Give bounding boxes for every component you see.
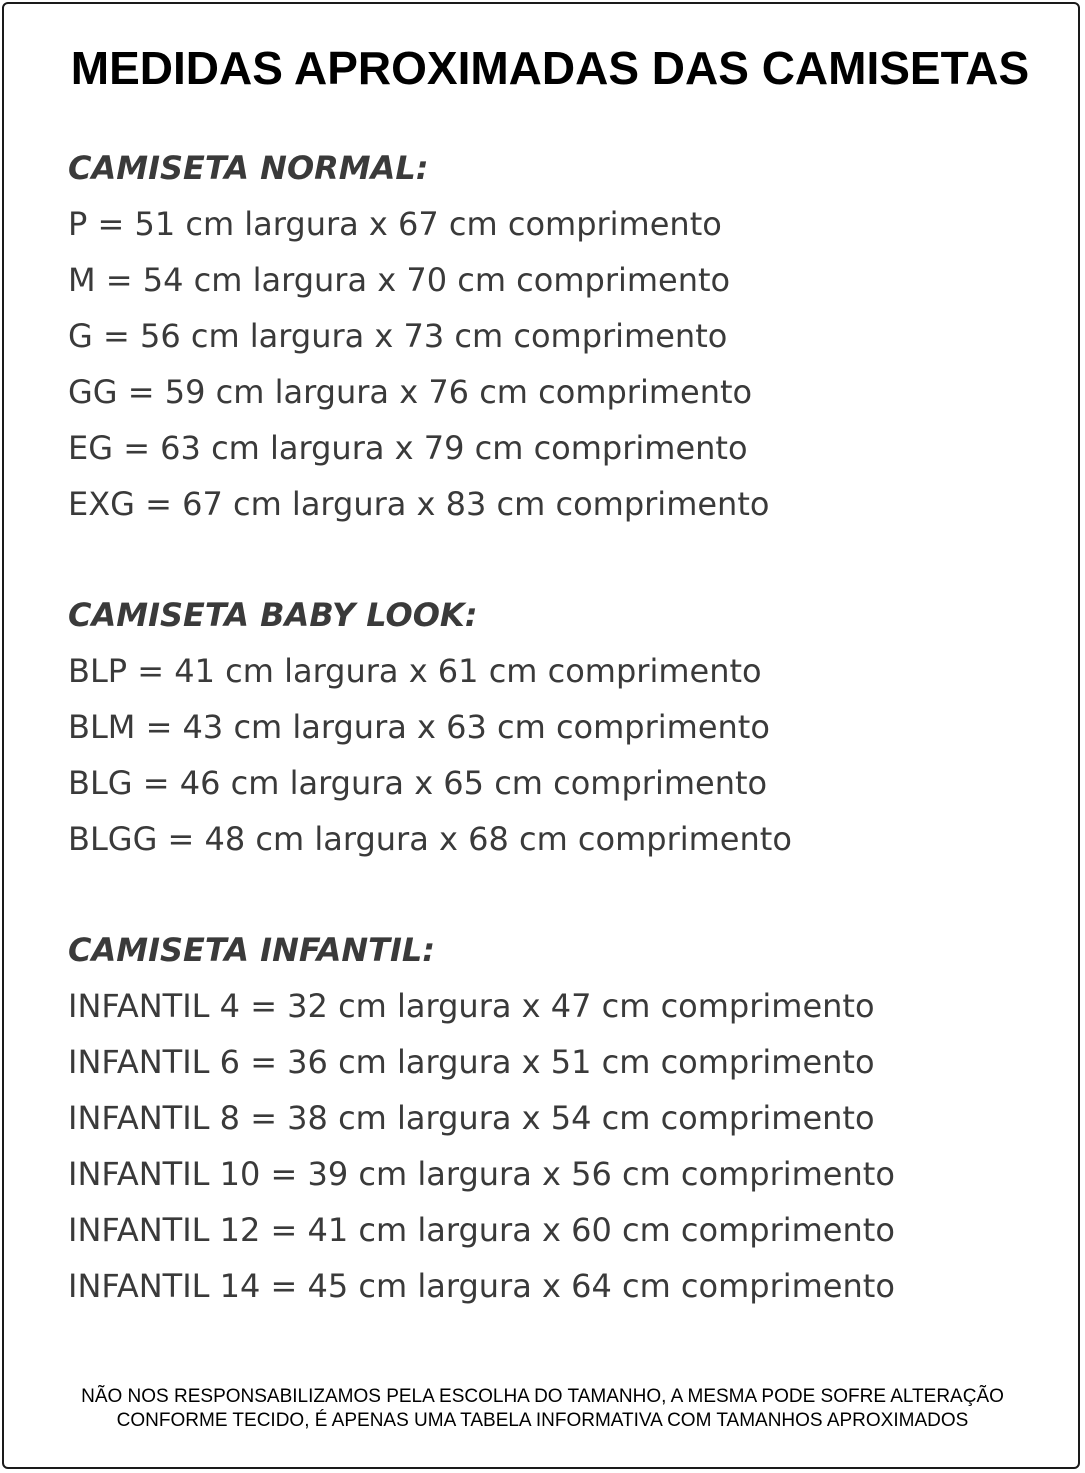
- section-infantil: [68, 922, 1068, 1314]
- size-line: INFANTIL 14 = 45 cm largura x 64 cm comprimento: [68, 1267, 895, 1305]
- size-line: BLGG = 48 cm largura x 68 cm comprimento: [68, 820, 792, 858]
- size-line: BLM = 43 cm largura x 63 cm comprimento: [68, 708, 770, 746]
- size-line: GG = 59 cm largura x 76 cm comprimento: [68, 373, 753, 411]
- size-line: INFANTIL 6 = 36 cm largura x 51 cm comprimento: [68, 1043, 875, 1081]
- size-line: INFANTIL 8 = 38 cm largura x 54 cm comprimento: [68, 1099, 875, 1137]
- size-line: INFANTIL 4 = 32 cm largura x 47 cm comprimento: [68, 987, 875, 1025]
- size-line: INFANTIL 12 = 41 cm largura x 60 cm comprimento: [68, 1211, 895, 1249]
- disclaimer: [0, 1385, 1085, 1433]
- size-line: INFANTIL 10 = 39 cm largura x 56 cm comprimento: [68, 1155, 895, 1193]
- disclaimer-line: CONFORME TECIDO, É APENAS UMA TABELA INFORMATIVA COM TAMANHOS APROXIMADOS: [116, 1410, 969, 1431]
- size-line: G = 56 cm largura x 73 cm comprimento: [68, 317, 728, 355]
- page-title: MEDIDAS APROXIMADAS DAS CAMISETAS: [70, 42, 1030, 94]
- size-line: BLG = 46 cm largura x 65 cm comprimento: [68, 764, 768, 802]
- size-chart: [68, 140, 1068, 1369]
- section-heading: CAMISETA NORMAL:: [68, 149, 429, 187]
- section-baby-look: [68, 587, 1068, 867]
- size-line: BLP = 41 cm largura x 61 cm comprimento: [68, 652, 762, 690]
- size-line: EG = 63 cm largura x 79 cm comprimento: [68, 429, 748, 467]
- section-heading: CAMISETA BABY LOOK:: [68, 596, 478, 634]
- section-heading: CAMISETA INFANTIL:: [68, 931, 436, 969]
- section-normal: [68, 140, 1068, 532]
- size-line: EXG = 67 cm largura x 83 cm comprimento: [68, 485, 770, 523]
- disclaimer-line: NÃO NOS RESPONSABILIZAMOS PELA ESCOLHA DO TAMANHO, A MESMA PODE SOFRE ALTERAÇÃO: [81, 1386, 1004, 1407]
- size-line: M = 54 cm largura x 70 cm comprimento: [68, 261, 731, 299]
- size-line: P = 51 cm largura x 67 cm comprimento: [68, 205, 722, 243]
